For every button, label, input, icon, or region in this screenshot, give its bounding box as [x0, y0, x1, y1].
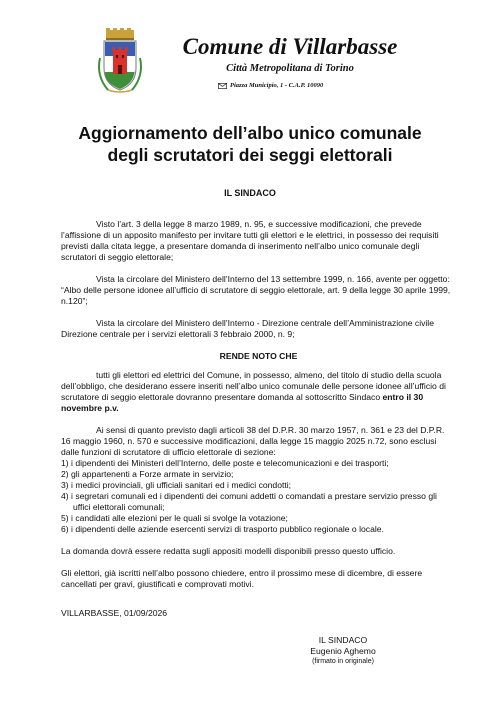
paragraph-exclusions-intro: Ai sensi di quanto previsto dagli articoli 38 del D.P.R. 30 marzo 1957, n. 361 e 23 del D.P.R. 16 maggio 1960, n. 570 e successive modificazioni, dalla legge 15 maggio 2025 n.72, sono esclusi dalle funzioni di scrutatore di ufficio elettorale di sezione: [61, 425, 445, 457]
title-line-2: degli scrutatori dei seggi elettorali [107, 145, 393, 165]
paragraph-application-form: La domanda dovrà essere redatta sugli appositi modelli disponibili presso questo ufficio. [61, 546, 396, 556]
coat-of-arms-icon [94, 28, 146, 98]
paragraph-circular-2000: Vista la circolare del Ministero dell’Interno - Direzione centrale dell’Amministrazione civile Direzione centrale per i servizi elettorali 3 febbraio 2000, n. 9; [61, 318, 435, 339]
signature-name: Eugenio Aghemo [310, 646, 376, 656]
invitation-text: tutti gli elettori ed elettrici del Comune, in possesso, almeno, del titolo di studio della scuola dell’obbligo, che desiderano essere inseriti nell’albo unico comunale delle persone idonee all’ufficio di scrutatore di seggio elettorale dovranno presentare domanda al sottoscritto Sindaco [61, 370, 446, 402]
signature-block [298, 635, 388, 666]
address-text: Piazza Municipio, 1 - C.A.P. 10090 [230, 82, 324, 89]
list-item: 6) i dipendenti delle aziende esercenti servizi di trasporto pubblico regionale o locale. [61, 524, 384, 534]
envelope-icon [218, 83, 227, 89]
place-and-date: VILLARBASSE, 01/09/2026 [61, 608, 168, 618]
list-item: 3) i medici provinciali, gli ufficiali sanitari ed i medici condotti; [61, 480, 292, 490]
document-body [61, 219, 456, 630]
signature-role: IL SINDACO [318, 635, 368, 645]
municipality-name: Comune di Villarbasse [182, 34, 398, 59]
deadline-text: entro il 30 novembre p.v. [61, 392, 424, 413]
paragraph-invitation [61, 370, 456, 414]
paragraph-circular-1999: Vista la circolare del Ministero dell’Interno del 13 settembre 1999, n. 166, avente per oggetto: “Albo delle persone idonee all’ufficio di scrutatore di seggio elettorale, art. 9 della legge 30 aprile 1999, n.120”; [61, 274, 451, 306]
mayor-heading: IL SINDACO [224, 188, 276, 198]
paragraph-cancellation: Gli elettori, già iscritti nell’albo possono chiedere, entro il prossimo mese di dicembre, di essere cancellati per gravi, giustificati e comprovati motivi. [61, 568, 423, 589]
list-item: 5) i candidati alle elezioni per le quali si svolge la votazione; [61, 513, 288, 523]
paragraph-law-reference: Visto l’art. 3 della legge 8 marzo 1989, n. 95, e successive modificazioni, che prevede l’affissione di un apposito manifesto per invitare tutti gli elettori e le elettrici, in possesso dei requisiti previsti dalla citata legge, a presentare domanda di inserimento nell’albo unico comunale degli scrutatori di seggio elettorale; [61, 219, 439, 262]
list-item: 1) i dipendenti dei Ministeri dell’Interno, delle poste e telecomunicazioni e dei trasporti; [61, 458, 389, 468]
municipality-subtitle: Città Metropolitana di Torino [226, 63, 354, 74]
announcement-heading: RENDE NOTO CHE [219, 351, 298, 361]
exclusions-list [61, 458, 456, 535]
title-line-1: Aggiornamento dell’albo unico comunale [78, 123, 422, 143]
list-item: 2) gli appartenenti a Forze armate in servizio; [61, 469, 234, 479]
document-title [40, 122, 460, 166]
list-item: 4) i segretari comunali ed i dipendenti dei comuni addetti o comandati a prestare servizio presso gli uffici elettorali comunali; [61, 491, 437, 512]
signature-note: (firmato in originale) [312, 658, 374, 665]
municipality-address [218, 82, 418, 89]
